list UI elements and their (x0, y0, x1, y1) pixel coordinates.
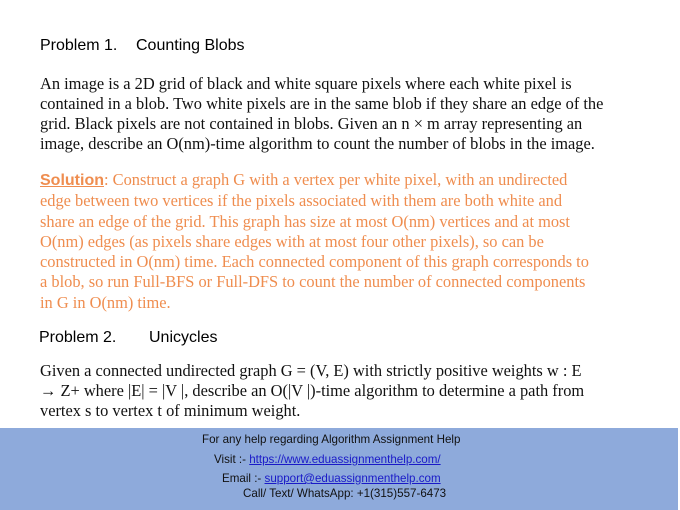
solution-line: in G in O(nm) time. (40, 292, 171, 312)
footer-email-line (222, 472, 441, 485)
problem-2-line: vertex s to vertex t of minimum weight. (40, 401, 301, 420)
problem-1-statement (40, 74, 603, 154)
solution-line: constructed in O(nm) time. Each connected component of this graph corresponds to (40, 252, 589, 272)
email-link[interactable]: support@eduassignmenthelp.com (264, 472, 441, 485)
solution-line: a blob, so run Full-BFS or Full-DFS to count the number of connected components (40, 272, 586, 292)
visit-label: Visit :- (214, 453, 250, 466)
problem-2-statement (40, 361, 584, 421)
footer-banner (0, 428, 678, 510)
problem-1-heading (40, 37, 245, 55)
problem-2-number: Problem 2. (39, 329, 117, 346)
solution-line: share an edge of the grid. This graph has size at most O(nm) vertices and at most (40, 211, 570, 231)
problem-2-line: Given a connected undirected graph G = (V, E) with strictly positive weights w : E (40, 361, 582, 380)
problem-1-line: An image is a 2D grid of black and white square pixels where each white pixel is (40, 74, 572, 93)
problem-2-line: → Z+ where |E| = |V |, describe an O(|V |)-time algorithm to determine a path from (40, 381, 585, 400)
problem-1-title: Counting Blobs (136, 37, 245, 54)
problem-1-line: contained in a blob. Two white pixels are in the same blob if they share an edge of the (40, 94, 604, 113)
solution-line: edge between two vertices if the pixels associated with them are both white and (40, 191, 563, 211)
problem-2-title: Unicycles (149, 329, 218, 346)
problem-1-number: Problem 1. (40, 37, 118, 54)
problem-2-heading (39, 329, 217, 347)
footer-visit-line (214, 453, 441, 466)
problem-1-line: image, describe an O(nm)-time algorithm to count the number of blobs in the image. (40, 134, 595, 153)
solution-block (40, 170, 589, 313)
email-label: Email :- (222, 472, 265, 485)
solution-label: Solution (40, 172, 104, 189)
footer-help-text: For any help regarding Algorithm Assignment Help (202, 433, 461, 446)
footer-contact-line: Call/ Text/ WhatsApp: +1(315)557-6473 (243, 487, 447, 500)
website-link[interactable]: https://www.eduassignmenthelp.com/ (249, 453, 441, 466)
solution-line: O(nm) edges (as pixels share edges with at most four other pixels), so can be (40, 231, 544, 251)
solution-first-line: : Construct a graph G with a vertex per white pixel, with an undirected (103, 170, 568, 189)
problem-1-line: grid. Black pixels are not contained in blobs. Given an n × m array representing an (40, 114, 583, 133)
